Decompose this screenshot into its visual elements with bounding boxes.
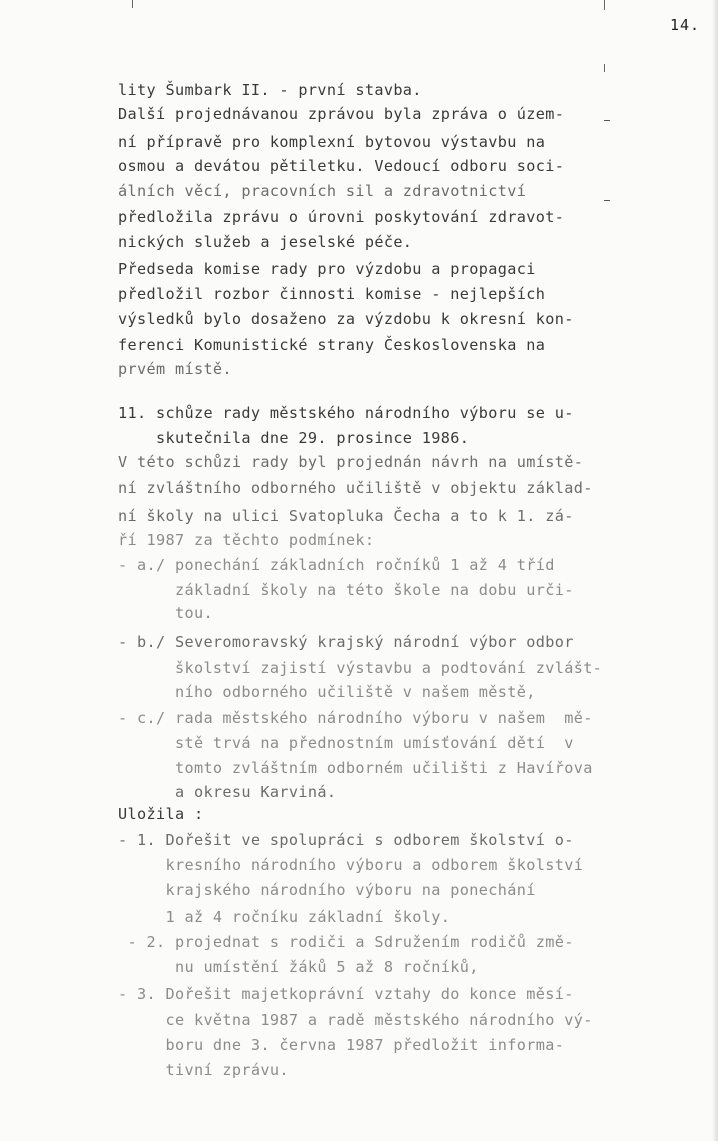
text-line: ního odborného učiliště v našem městě,: [118, 683, 536, 701]
page-edge-shadow: [712, 0, 718, 1141]
text-line: základní školy na této škole na dobu urči-: [118, 581, 574, 599]
text-line: V této schůzi rady byl projednán návrh na umístě-: [118, 453, 584, 471]
text-line: lity Šumbark II. - první stavba.: [118, 81, 422, 99]
text-line: álních věcí, pracovních sil a zdravotnictví: [118, 182, 527, 200]
text-line: ní zvláštního odborného učiliště v objektu základ-: [118, 479, 593, 497]
text-line: prvém místě.: [118, 360, 232, 378]
text-line: ří 1987 za těchto podmínek:: [118, 531, 375, 549]
top-margin-tick: [132, 0, 133, 8]
text-line: a okresu Karviná.: [118, 783, 337, 801]
text-line: Další projednávanou zprávou byla zpráva o územ-: [118, 105, 565, 123]
margin-dash: [604, 200, 610, 201]
text-line: tivní zprávu.: [118, 1061, 289, 1079]
text-line: ce května 1987 a radě městského národního vý-: [118, 1011, 593, 1029]
text-line: ferenci Komunistické strany Československa na: [118, 336, 546, 354]
text-line: nu umístění žáků 5 až 8 ročníků,: [118, 958, 479, 976]
margin-dash: [604, 120, 610, 121]
text-line: tomto zvláštním odborném učilišti z Havířova: [118, 759, 593, 777]
text-line: - 2. projednat s rodiči a Sdružením rodičů změ-: [118, 933, 574, 951]
top-margin-tick-right: [604, 0, 605, 10]
text-line: ní školy na ulici Svatopluka Čecha a to k 1. zá-: [118, 507, 574, 525]
text-line: stě trvá na přednostním umísťování dětí v: [118, 734, 574, 752]
text-line: - c./ rada městského národního výboru v našem mě-: [118, 709, 593, 727]
text-line: kresního národního výboru a odborem školství: [118, 856, 584, 874]
text-line: skutečnila dne 29. prosince 1986.: [118, 429, 470, 447]
text-line: školství zajistí výstavbu a podtování zvlášt-: [118, 659, 603, 677]
text-line: boru dne 3. června 1987 předložit informa-: [118, 1036, 565, 1054]
text-line: Uložila :: [118, 805, 204, 823]
text-line: Předseda komise rady pro výzdobu a propagaci: [118, 260, 536, 278]
text-line: krajského národního výboru na ponechání: [118, 881, 536, 899]
text-line: ní přípravě pro komplexní bytovou výstavbu na: [118, 133, 546, 151]
text-line: osmou a devátou pětiletku. Vedoucí odboru soci-: [118, 157, 565, 175]
text-line: předložil rozbor činnosti komise - nejlepších: [118, 285, 546, 303]
text-line: nických služeb a jeselské péče.: [118, 233, 413, 251]
text-line: předložila zprávu o úrovni poskytování zdravot-: [118, 208, 565, 226]
text-line: - a./ ponechání základních ročníků 1 až 4 tříd: [118, 556, 555, 574]
text-line: - 3. Dořešit majetkoprávní vztahy do konce měsí-: [118, 985, 574, 1003]
text-line: tou.: [118, 604, 213, 622]
text-line: - b./ Severomoravský krajský národní výbor odbor: [118, 633, 574, 651]
text-line: - 1. Dořešit ve spolupráci s odborem školství o-: [118, 831, 574, 849]
text-line: 11. schůze rady městského národního výboru se u-: [118, 404, 574, 422]
text-line: 1 až 4 ročníku základní školy.: [118, 908, 451, 926]
page-number: 14.: [670, 16, 701, 34]
right-margin-tick: [604, 64, 605, 72]
text-line: výsledků bylo dosaženo za výzdobu k okresní kon-: [118, 310, 574, 328]
